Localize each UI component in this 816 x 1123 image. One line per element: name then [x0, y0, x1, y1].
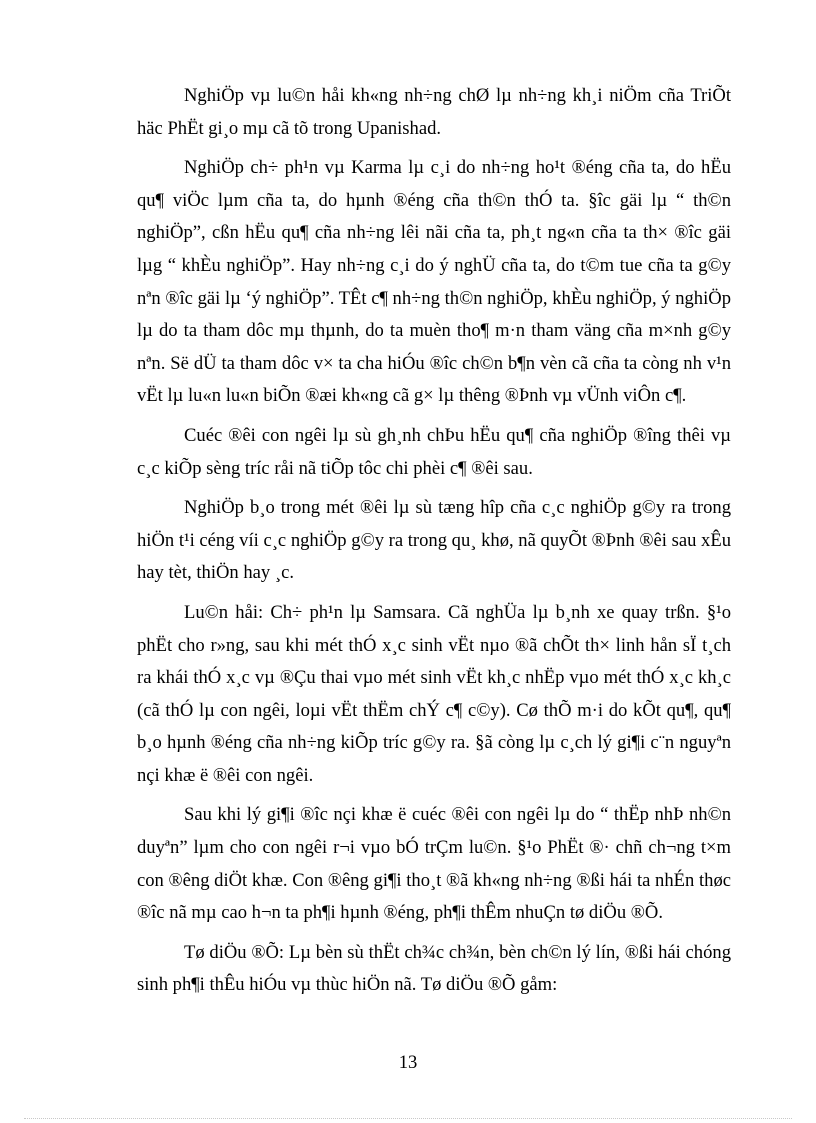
paragraph-karma-definition: NghiÖp ch÷ ph¹n vµ Karma lµ c¸i do nh÷ng ho¹t ®éng cña ta, do hËu qu¶ viÖc lµm cña ta, do hµnh ®éng cña th©n thÓ ta. §îc gäi lµ “ th©n nghiÖp”, cßn hËu qu¶ cña nh÷ng lêi nãi cña ta, ph¸t ng«n cña ta th× ®îc gäi lµg “ khÈu nghiÖp”. Hay nh÷ng c¸i do ý nghÜ cña ta, do t©m tue cña ta g©y nªn ®îc gäi lµ ‘ý nghiÖp”. TÊt c¶ nh÷ng th©n nghiÖp, khÈu nghiÖp, ý nghiÖp lµ do ta tham dôc mµ thµnh, do ta muèn tho¶ m·n tham väng cña m×nh g©y nªn. Së dÜ ta tham dôc v× ta cha hiÓu ®îc ch©n b¶n vèn cã cña ta còng nh v¹n vËt lµ lu«n lu«n biÕn ®æi kh«ng cã g× lµ thêng ®Þnh vµ vÜnh viÔn c¶. — [137, 157, 731, 407]
paragraph-samsara: Lu©n håi: Ch÷ ph¹n lµ Samsara. Cã nghÜa lµ b¸nh xe quay trßn. §¹o phËt cho r»ng, sau khi mét thÓ x¸c sinh vËt nµo ®ã chÕt th× linh hån sÏ t¸ch ra khái thÓ x¸c vµ ®Çu thai vµo mét sinh vËt kh¸c nhËp vµo mét thÓ x¸c kh¸c (cã thÓ lµ con ngêi, loµi vËt thËm chÝ c¶ c©y). Cø thÕ m·i do kÕt qu¶, qu¶ b¸o hµnh ®éng cña nh÷ng kiÕp tríc g©y ra. §ã còng lµ c¸ch lý gi¶i c¨n nguyªn nçi khæ ë ®êi con ngêi. — [137, 601, 731, 786]
body-text — [137, 80, 731, 1009]
page-number: 13 — [398, 1052, 418, 1073]
paragraph-karmic-retribution: NghiÖp b¸o trong mét ®êi lµ sù tæng hîp cña c¸c nghiÖp g©y ra trong hiÖn t¹i céng víi c¸c nghiÖp g©y ra trong qu¸ khø, nã quyÕt ®Þnh ®êi sau xÊu hay tèt, thiÖn hay ¸c. — [137, 497, 731, 584]
paragraph-path-of-liberation: Sau khi lý gi¶i ®îc nçi khæ ë cuéc ®êi con ngêi lµ do “ thËp nhÞ nh©n duyªn” lµm cho con ngêi r¬i vµo bÓ trÇm lu©n. §¹o PhËt ®· chñ ch¬ng t×m con ®êng diÖt khæ. Con ®êng gi¶i tho¸t ®ã kh«ng nh÷ng ®ßi hái ta nhÉn thøc ®îc nã mµ cao h¬n ta ph¶i hµnh ®éng, ph¶i thÊm nhuÇn tø diÖu ®Õ. — [137, 804, 731, 924]
paragraph-human-life: Cuéc ®êi con ngêi lµ sù gh¸nh chÞu hËu qu¶ cña nghiÖp ®îng thêi vµ c¸c kiÕp sèng tríc råi nã tiÕp tôc chi phèi c¶ ®êi sau. — [137, 424, 731, 479]
paragraph-karma-samsara-intro: NghiÖp vµ lu©n håi kh«ng nh÷ng chØ lµ nh÷ng kh¸i niÖm cña TriÕt häc PhËt gi¸o mµ cã tõ trong Upanishad. — [137, 85, 731, 139]
page-bottom-divider — [24, 1118, 792, 1119]
paragraph-four-noble-truths: Tø diÖu ®Õ: Lµ bèn sù thËt ch¾c ch¾n, bèn ch©n lý lín, ®ßi hái chóng sinh ph¶i thÊu hiÓu vµ thùc hiÖn nã. Tø diÖu ®Õ gåm: — [137, 941, 731, 996]
